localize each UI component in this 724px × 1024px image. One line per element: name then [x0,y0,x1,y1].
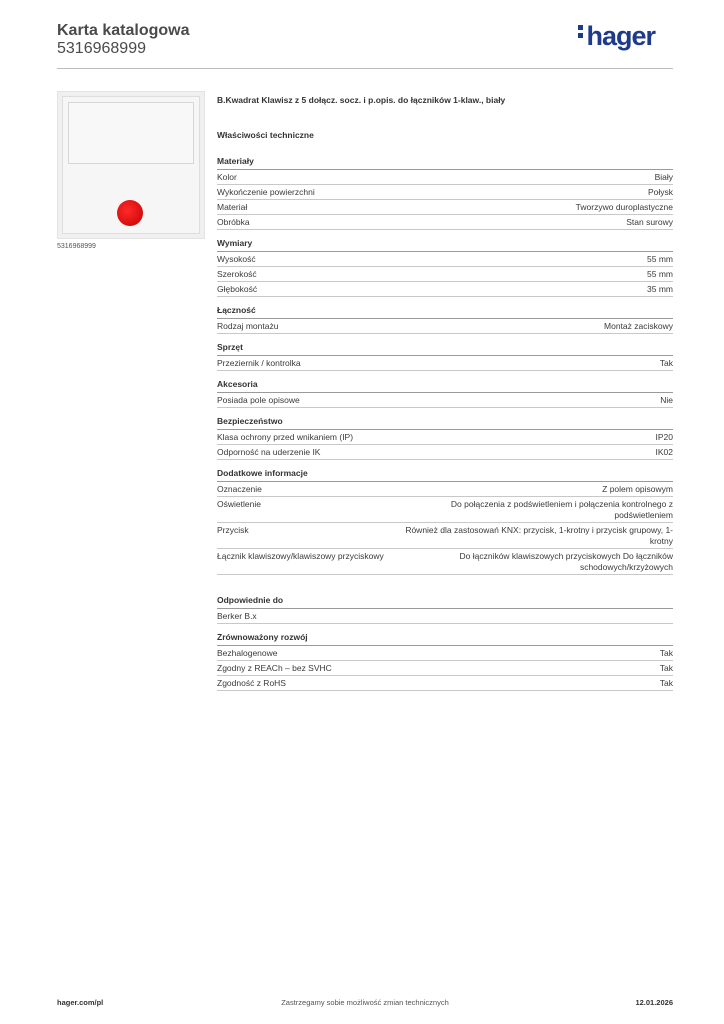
spec-row [217,200,673,215]
spec-label: Obróbka [217,217,250,227]
spec-row [217,252,673,267]
section-title: Sprzęt [217,341,673,356]
spec-value: Również dla zastosowań KNX: przycisk, 1-krotny i przycisk grupowy, 1-krotny [405,525,673,546]
spec-value: Do połączenia z podświetleniem i połączenia kontrolnego z podświetleniem [450,499,673,520]
spec-value: Połysk [647,187,673,197]
section-title: Odpowiednie do [217,594,673,609]
spec-value: Montaż zaciskowy [604,321,673,331]
spec-label: Przeziernik / kontrolka [217,358,301,368]
spec-section [217,304,673,334]
section-title: Łączność [217,304,673,319]
product-description: B.Kwadrat Klawisz z 5 dołącz. socz. i p.opis. do łączników 1-klaw., biały [217,95,506,105]
product-content [217,95,673,698]
spec-label: Oznaczenie [217,484,262,494]
spec-value: Tworzywo duroplastyczne [575,202,673,212]
spec-label: Zgodność z RoHS [217,678,286,688]
section-title: Zrównoważony rozwój [217,631,673,646]
spec-row [217,523,673,549]
spec-row [217,267,673,282]
spec-section [217,378,673,408]
spec-row [217,393,673,408]
section-title: Bezpieczeństwo [217,415,673,430]
section-title: Dodatkowe informacje [217,467,673,482]
logo-dots-icon [578,22,583,41]
technical-properties-title: Właściwości techniczne [217,130,314,140]
spec-label: Zgodny z REACh – bez SVHC [217,663,332,673]
spec-row [217,549,673,575]
section-title: Wymiary [217,237,673,252]
footer-date: 12.01.2026 [635,998,673,1007]
spec-section [217,467,673,575]
spec-row [217,319,673,334]
spec-row [217,661,673,676]
spec-section [217,631,673,691]
spec-label: Przycisk [217,525,249,535]
spec-value: Biały [654,172,673,182]
spec-value: Tak [659,663,673,673]
section-spacer [217,582,673,594]
spec-row [217,282,673,297]
spec-label: Oświetlenie [217,499,261,509]
spec-row [217,482,673,497]
spec-row [217,185,673,200]
spec-value: Tak [659,358,673,368]
spec-row [217,215,673,230]
spec-row [217,609,673,624]
spec-value: Z polem opisowym [602,484,673,494]
spec-row [217,445,673,460]
spec-value: IP20 [655,432,673,442]
spec-row [217,170,673,185]
spec-row [217,356,673,371]
image-caption: 5316968999 [57,243,96,250]
spec-row [217,430,673,445]
hager-logo [578,21,655,52]
spec-label: Berker B.x [217,611,257,621]
spec-label: Rodzaj montażu [217,321,279,331]
spec-section [217,341,673,371]
product-image [57,91,205,239]
section-title: Materiały [217,155,673,170]
spec-label: Głębokość [217,284,258,294]
indicator-lens-icon [117,200,143,226]
spec-label: Odporność na uderzenie IK [217,447,321,457]
document-number: 5316968999 [57,40,146,57]
spec-label: Klasa ochrony przed wnikaniem (IP) [217,432,354,442]
section-title: Akcesoria [217,378,673,393]
spec-row [217,497,673,523]
footer-disclaimer: Zastrzegamy sobie możliwość zmian technicznych [281,998,449,1007]
spec-label: Bezhalogenowe [217,648,278,658]
spec-value: 55 mm [647,269,673,279]
spec-section [217,155,673,230]
spec-label: Łącznik klawiszowy/klawiszowy przyciskowy [217,551,384,561]
document-title: Karta katalogowa [57,22,190,39]
spec-value: Stan surowy [626,217,673,227]
spec-label: Wysokość [217,254,256,264]
spec-section [217,594,673,624]
spec-label: Posiada pole opisowe [217,395,300,405]
spec-value: 35 mm [647,284,673,294]
label-window [68,102,194,164]
spec-label: Kolor [217,172,237,182]
spec-section [217,415,673,460]
logo-text: hager [586,21,655,51]
spec-label: Szerokość [217,269,257,279]
spec-value: Tak [659,648,673,658]
spec-section [217,237,673,297]
spec-value: Tak [659,678,673,688]
spec-value: 55 mm [647,254,673,264]
spec-row [217,646,673,661]
spec-value: Do łączników klawiszowych przyciskowych Do łączników schodowych/krzyżowych [459,551,673,572]
spec-row [217,676,673,691]
spec-value: IK02 [655,447,673,457]
spec-label: Materiał [217,202,248,212]
spec-value: Nie [660,395,673,405]
spec-sections [217,155,673,691]
spec-label: Wykończenie powierzchni [217,187,315,197]
page-header [57,21,673,69]
footer-site-link[interactable]: hager.com/pl [57,998,104,1007]
